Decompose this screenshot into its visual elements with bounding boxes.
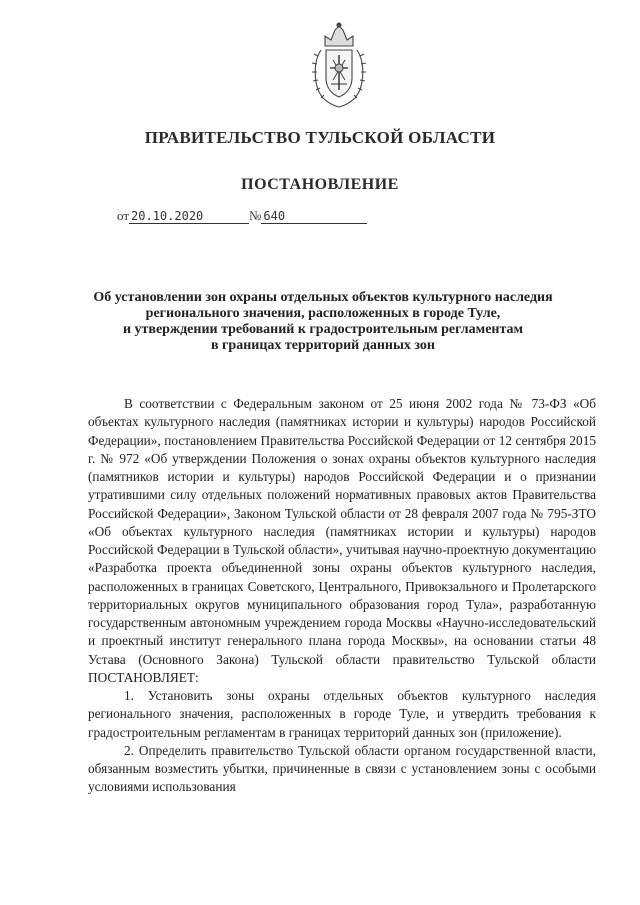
title-line: в границах территорий данных зон bbox=[211, 338, 435, 353]
document-type: ПОСТАНОВЛЕНИЕ bbox=[241, 176, 399, 193]
date-prefix: от bbox=[117, 208, 130, 223]
number-prefix: № bbox=[249, 208, 262, 223]
date-number-line bbox=[117, 208, 367, 224]
title-line: и утверждении требований к градостроительным регламентам bbox=[122, 322, 524, 337]
document-title bbox=[80, 290, 566, 354]
clause-2-paragraph: 2. Определить правительство Тульской области органом государственной власти, обязанным возместить убытки, причиненные в связи с установлением зоны с особыми условиями использования bbox=[88, 742, 596, 795]
organization-name: ПРАВИТЕЛЬСТВО ТУЛЬСКОЙ ОБЛАСТИ bbox=[144, 128, 496, 147]
document-date: 20.10.2020 bbox=[129, 209, 249, 224]
title-line: Об установлении зон охраны отдельных объектов культурного наследия bbox=[93, 290, 553, 305]
tula-coat-of-arms-icon bbox=[309, 22, 369, 108]
document-number: 640 bbox=[261, 209, 367, 224]
clause-1-paragraph: 1. Установить зоны охраны отдельных объектов культурного наследия регионального значения, расположенных в городе Туле, и утвердить требования к градостроительным регламентам в границах территорий данных зон (приложение). bbox=[88, 688, 596, 740]
title-line: регионального значения, расположенных в городе Туле, bbox=[145, 306, 501, 321]
preamble-paragraph: В соответствии с Федеральным законом от 25 июня 2002 года № 73-ФЗ «Об объектах культурного наследия (памятниках истории и культуры) народов Российской Федерации», постановлением Правительства Российской Федерации от 12 сентября 2015 г. № 972 «Об утверждении Положения о зонах охраны объектов культурного наследия (памятников истории и культуры) народов Российской Федерации и о признании утратившими силу отдельных положений нормативных правовых актов Правительства Российской Федерации», Законом Тульской области от 28 февраля 2007 года № 795-ЗТО «Об объектах культурного наследия (памятниках истории и культуры) народов Российской Федерации в Тульской области», учитывая научно-проектную документацию «Разработка проекта объединенной зоны охраны объектов культурного наследия, расположенных в границах Советского, Центрального, Привокзального и Пролетарского территориальных округов муниципального образования город Тула», разработанную государственным автономным учреждением города Москвы «Научно-исследовательский и проектный институт генерального плана города Москвы», на основании статьи 48 Устава (Основного Закона) Тульской области правительство Тульской области ПОСТАНОВЛЯЕТ: bbox=[88, 396, 596, 685]
document-body bbox=[88, 395, 596, 797]
